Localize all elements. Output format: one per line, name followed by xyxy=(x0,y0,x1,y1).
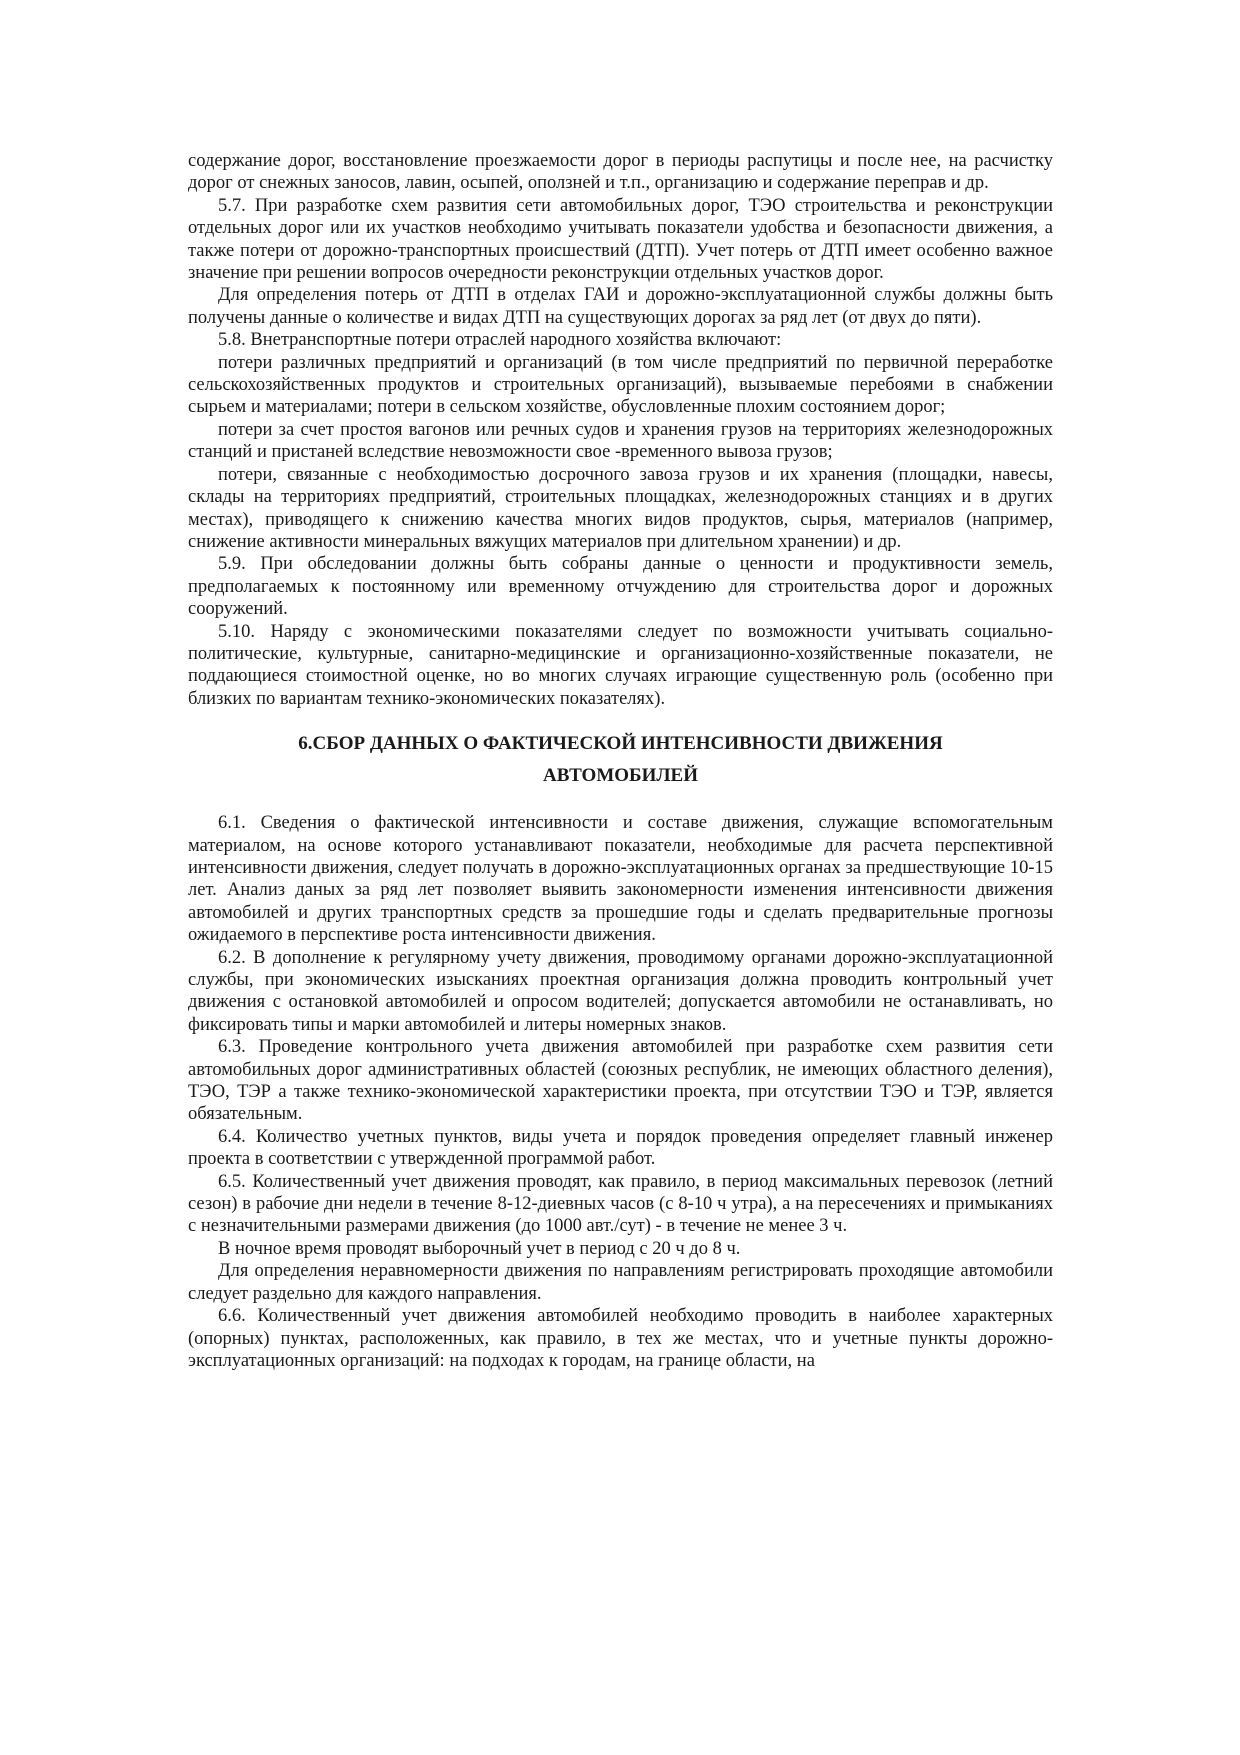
section-6-heading-line-2: АВТОМОБИЛЕЙ xyxy=(542,765,698,787)
paragraph-6-3: 6.3. Проведение контрольного учета движения автомобилей при разработке схем развития сети автомобильных дорог административных областей (союзных республик, не имеющих областного деления), ТЭО, ТЭР а также технико-экономической характеристики проекта, при отсутствии ТЭО и ТЭР, является обязательным. xyxy=(188,1037,1053,1125)
paragraph-5-8-b: потери за счет простоя вагонов или речных судов и хранения грузов на территориях железнодорожных станций и пристаней вследствие невозможности свое -временного вывоза грузов; xyxy=(188,419,1053,463)
paragraph-6-2: 6.2. В дополнение к регулярному учету движения, проводимому органами дорожно-эксплуатационной службы, при экономических изысканиях проектная организация должна проводить контрольный учет движения с остановкой автомобилей и опросом водителей; допускается автомобили не останавливать, но фиксировать типы и марки автомобилей и литеры номерных знаков. xyxy=(188,947,1053,1035)
document-page xyxy=(188,150,1053,1372)
paragraph-6-5: 6.5. Количественный учет движения проводят, как правило, в период максимальных перевозок (летний сезон) в рабочие дни недели в течение 8-12-диевных часов (с 8-10 ч утра), а на пересечениях и примыканиях с незначительными размерами движения (до 1000 авт./сут) - в течение не менее 3 ч. xyxy=(188,1171,1053,1237)
paragraph-6-1: 6.1. Сведения о фактической интенсивности и составе движения, служащие вспомогательным материалом, на основе которого устанавливают показатели, необходимые для расчета перспективной интенсивности движения, следует получать в дорожно-эксплуатационных органах за предшествующие 10-15 лет. Анализ даных за ряд лет позволяет выявить закономерности изменения интенсивности движения автомобилей и других транспортных средств за прошедшие годы и сделать предварительные прогнозы ожидаемого в перспективе роста интенсивности движения. xyxy=(188,813,1053,946)
paragraph-6-5-c: Для определения неравномерности движения по направлениям регистрировать проходящие автомобили следует раздельно для каждого направления. xyxy=(188,1261,1053,1304)
section-6-heading xyxy=(188,728,1053,792)
paragraph-6-4: 6.4. Количество учетных пунктов, виды учета и порядок проведения определяет главный инженер проекта в соответствии с утвержденной программой работ. xyxy=(188,1126,1053,1170)
paragraph-continuation: содержание дорог, восстановление проезжаемости дорог в периоды распутицы и после нее, на расчистку дорог от снежных заносов, лавин, осыпей, оползней и т.п., организацию и содержание переправ и др. xyxy=(188,151,1053,194)
paragraph-5-9: 5.9. При обследовании должны быть собраны данные о ценности и продуктивности земель, предполагаемых к постоянному или временному отчуждению для строительства дорог и дорожных сооружений. xyxy=(188,554,1053,620)
paragraph-6-5-b: В ночное время проводят выборочный учет в период с 20 ч до 8 ч. xyxy=(218,1238,741,1259)
paragraph-5-8-a: потери различных предприятий и организаций (в том числе предприятий по первичной переработке сельскохозяйственных продуктов и строительных организаций), вызываемые перебоями в снабжении сырьем и материалами; потери в сельском хозяйстве, обусловленные плохим состоянием дорог; xyxy=(188,352,1053,418)
paragraph-5-8-c: потери, связанные с необходимостью досрочного завоза грузов и их хранения (площадки, навесы, склады на территориях предприятий, строительных площадках, железнодорожных станциях и в других местах), приводящего к снижению качества многих видов продуктов, сырья, материалов (например, снижение активности минеральных вяжущих материалов при длительном хранении) и др. xyxy=(188,464,1053,552)
paragraph-5-8: 5.8. Внетранспортные потери отраслей народного хозяйства включают: xyxy=(218,330,782,351)
paragraph-6-6: 6.6. Количественный учет движения автомобилей необходимо проводить в наиболее характерных (опорных) пунктах, расположенных, как правило, в тех же местах, что и учетные пункты дорожно-эксплуатационных организаций: на подходах к городам, на границе области, на xyxy=(188,1306,1053,1371)
paragraph-5-10: 5.10. Наряду с экономическими показателями следует по возможности учитывать социально-политические, культурные, санитарно-медицинские и организационно-хозяйственные показатели, не поддающиеся стоимостной оценке, но во многих случаях играющие существенную роль (особенно при близких по вариантам технико-экономических показателях). xyxy=(188,621,1053,709)
section-6-heading-line-1: 6.СБОР ДАННЫХ О ФАКТИЧЕСКОЙ ИНТЕНСИВНОСТИ ДВИЖЕНИЯ xyxy=(298,733,943,755)
paragraph-5-7: 5.7. При разработке схем развития сети автомобильных дорог, ТЭО строительства и реконструкции отдельных дорог или их участков необходимо учитывать показатели удобства и безопасности движения, а также потери от дорожно-транспортных происшествий (ДТП). Учет потерь от ДТП имеет особенно важное значение при решении вопросов очередности реконструкции отдельных участков дорог. xyxy=(188,195,1053,284)
paragraph-5-7-b: Для определения потерь от ДТП в отделах ГАИ и дорожно-эксплуатационной службы должны быть получены данные о количестве и видах ДТП на существующих дорогах за ряд лет (от двух до пяти). xyxy=(188,285,1053,328)
